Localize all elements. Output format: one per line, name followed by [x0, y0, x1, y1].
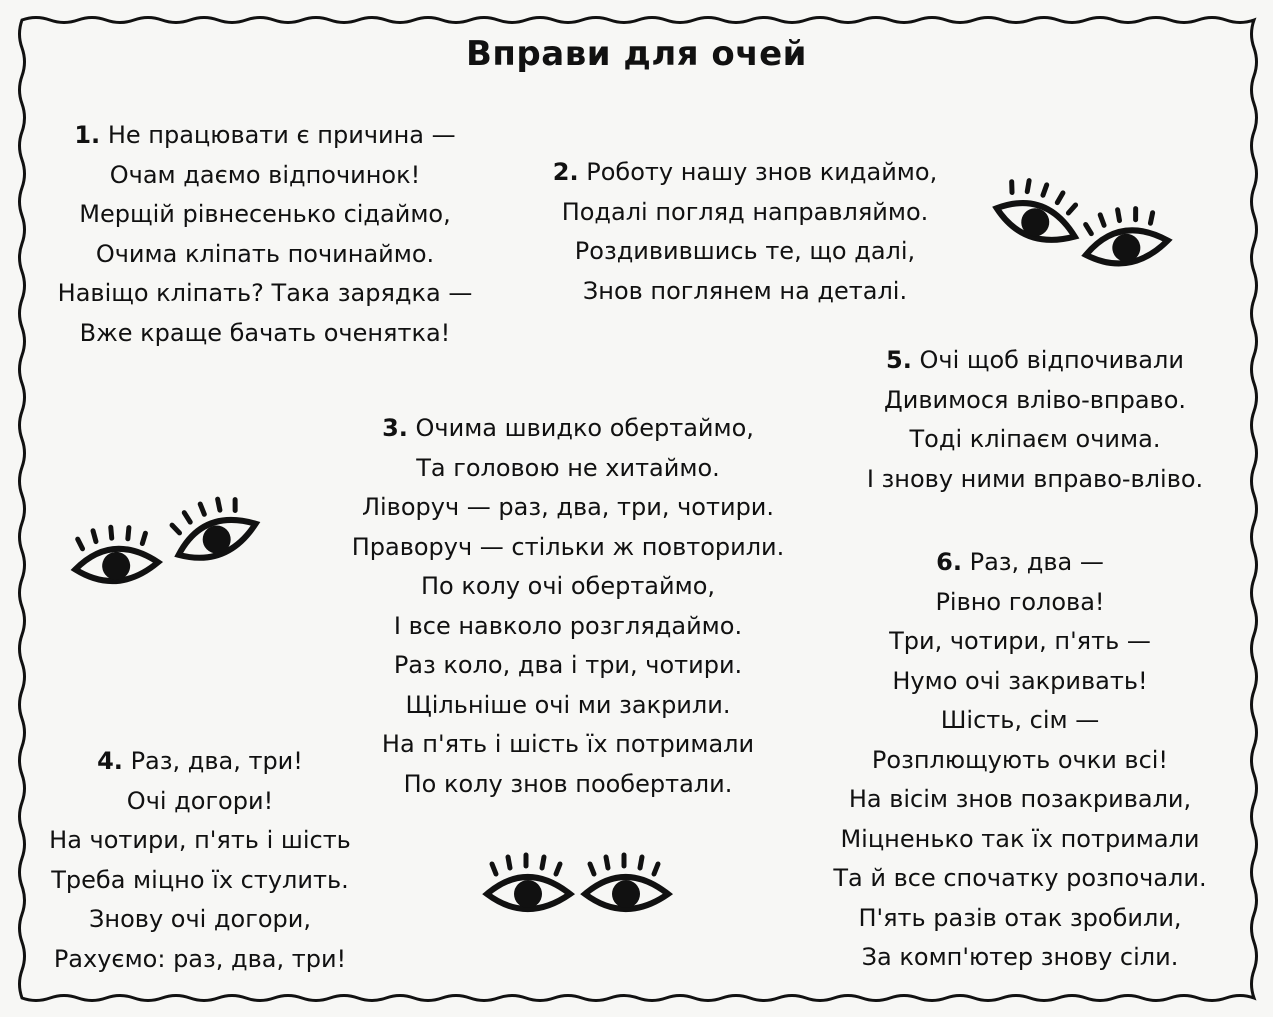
eye-icon-pair-bottom: [478, 848, 678, 928]
eye-icon: [487, 855, 570, 909]
poem-line-text: Тоді кліпаєм очима.: [909, 425, 1161, 453]
poem-3-line: [318, 449, 818, 489]
page-title: Вправи для очей: [466, 34, 807, 74]
poem-line-text: Раз коло, два і три, чотири.: [393, 651, 743, 679]
poem-4: [20, 742, 380, 979]
poem-6: [800, 543, 1240, 978]
poem-4-line: [20, 821, 380, 861]
poem-line-text: Подалі погляд направляймо.: [561, 197, 929, 226]
poem-5: [820, 341, 1250, 499]
poem-line-text: Не працювати є причина —: [107, 121, 456, 149]
poem-6-line: [800, 543, 1240, 583]
poem-line-text: Вже краще бачать оченятка!: [79, 318, 451, 347]
poem-3-line: [318, 607, 818, 647]
poem-5-line: [820, 381, 1250, 421]
poem-line-text: Очам даємо відпочинок!: [109, 160, 421, 189]
eye-icon: [585, 855, 668, 909]
poem-6-line: [800, 899, 1240, 939]
poem-4-line: [20, 782, 380, 822]
eye-icon-pair-left: [66, 490, 266, 610]
poem-3: [318, 409, 818, 804]
poem-1-line: [40, 195, 490, 235]
poem-6-line: [800, 938, 1240, 978]
poem-1-line: [40, 314, 490, 354]
poem-3-line: [318, 488, 818, 528]
poem-5-number: 5.: [886, 346, 912, 374]
poem-line-text: На вісім знов позакривали,: [848, 785, 1192, 813]
poem-2-line: [520, 193, 970, 233]
poem-line-text: І все навколо розглядаймо.: [393, 611, 743, 640]
poem-6-line: [800, 859, 1240, 899]
poem-4-line: [20, 861, 380, 901]
poem-line-text: І знову ними вправо-вліво.: [866, 464, 1204, 493]
poem-line-text: Рівно голова!: [935, 587, 1105, 616]
poem-line-text: На п'ять і шість їх потримали: [381, 730, 755, 758]
poem-1-line: [40, 116, 490, 156]
poem-1-number: 1.: [74, 121, 101, 149]
poem-3-line: [318, 409, 818, 449]
poem-1-line: [40, 274, 490, 314]
poem-6-line: [800, 662, 1240, 702]
poem-line-text: Знову очі догори,: [89, 905, 311, 933]
poem-line-text: Розплющують очки всі!: [871, 745, 1169, 774]
poem-line-text: Рахуємо: раз, два, три!: [53, 944, 347, 973]
poem-3-line: [318, 686, 818, 726]
poem-1: [40, 116, 490, 353]
poem-6-line: [800, 820, 1240, 860]
poem-2: [520, 153, 970, 311]
poem-line-text: Раз, два —: [969, 548, 1104, 576]
poem-3-line: [318, 765, 818, 805]
poem-6-line: [800, 583, 1240, 623]
poem-2-line: [520, 153, 970, 193]
poem-6-line: [800, 622, 1240, 662]
poem-6-line: [800, 701, 1240, 741]
poem-line-text: Очі щоб відпочивали: [919, 346, 1184, 374]
poem-2-line: [520, 232, 970, 272]
poem-3-line: [318, 567, 818, 607]
eye-icon: [72, 523, 159, 584]
poem-3-line: [318, 725, 818, 765]
poem-line-text: Мерщій рівнесенько сідаймо,: [79, 200, 451, 228]
poem-2-number: 2.: [552, 158, 579, 186]
poem-line-text: По колу очі обертаймо,: [420, 572, 716, 600]
poem-line-text: За комп'ютер знову сіли.: [861, 943, 1179, 971]
poem-line-text: П'ять разів отак зробили,: [858, 903, 1182, 932]
poem-line-text: Та й все спочатку розпочали.: [833, 864, 1207, 892]
poem-line-text: Три, чотири, п'ять —: [889, 627, 1151, 655]
poem-4-number: 4.: [97, 747, 123, 775]
poem-line-text: Раз, два, три!: [130, 747, 303, 775]
poem-line-text: Роботу нашу знов кидаймо,: [586, 158, 938, 186]
poem-line-text: Очима швидко обертаймо,: [415, 414, 754, 442]
poem-line-text: Очима кліпать починаймо.: [95, 239, 435, 268]
poem-line-text: Очі догори!: [126, 786, 274, 815]
poem-5-line: [820, 420, 1250, 460]
poem-line-text: Дивимося вліво-вправо.: [883, 385, 1186, 414]
poem-line-text: Знов поглянем на деталі.: [582, 276, 908, 305]
poem-6-line: [800, 741, 1240, 781]
poem-6-number: 6.: [936, 548, 962, 576]
poem-line-text: Праворуч — стільки ж повторили.: [351, 532, 785, 561]
poem-6-line: [800, 780, 1240, 820]
poem-3-line: [318, 646, 818, 686]
poem-line-text: Роздивившись те, що далі,: [574, 237, 916, 265]
poem-line-text: Ліворуч — раз, два, три, чотири.: [361, 493, 775, 521]
poem-line-text: Навіщо кліпать? Така зарядка —: [57, 279, 473, 307]
poem-1-line: [40, 235, 490, 275]
poem-line-text: На чотири, п'ять і шість: [49, 826, 351, 854]
poem-line-text: Шість, сім —: [940, 706, 1100, 734]
poem-line-text: Треба міцно їх стулить.: [51, 865, 349, 894]
eye-icon: [1079, 202, 1170, 270]
eye-icon: [164, 490, 261, 569]
poem-line-text: Міцненько так їх потримали: [840, 824, 1200, 853]
poem-4-line: [20, 900, 380, 940]
poem-line-text: По колу знов пообертали.: [403, 769, 733, 798]
poem-5-line: [820, 341, 1250, 381]
poem-4-line: [20, 940, 380, 980]
poem-line-text: Щільніше очі ми закрили.: [405, 690, 731, 719]
poem-2-line: [520, 272, 970, 312]
poem-3-number: 3.: [382, 414, 408, 442]
poem-3-line: [318, 528, 818, 568]
eye-icon: [992, 176, 1088, 251]
poem-1-line: [40, 156, 490, 196]
poem-line-text: Нумо очі закривать!: [892, 666, 1148, 695]
eye-icon-pair-top-right: [980, 176, 1180, 286]
poem-5-line: [820, 460, 1250, 500]
poem-4-line: [20, 742, 380, 782]
poem-line-text: Та головою не хитаймо.: [416, 453, 720, 482]
